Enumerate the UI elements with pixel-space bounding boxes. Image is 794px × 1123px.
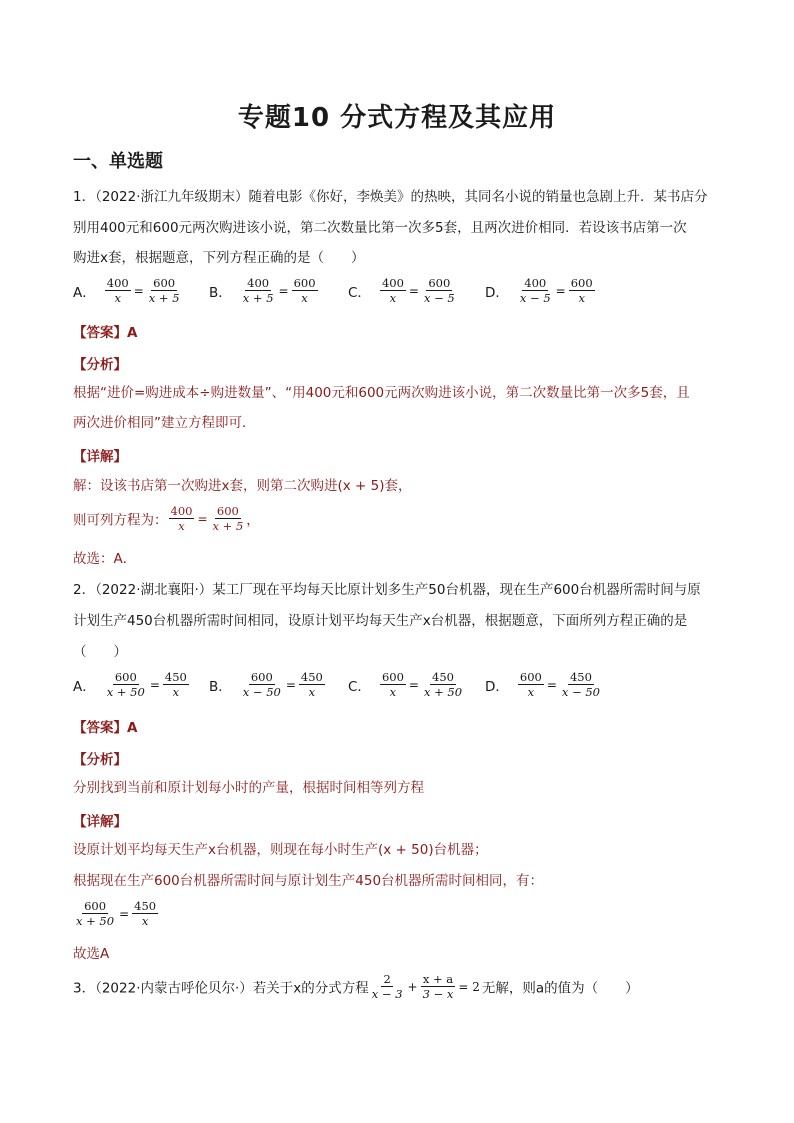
fraction: $\frac{400}{x + 5}$ [242,276,274,305]
q2-stem-line-2: 计划生产450台机器所需时间相同，设原计划平均每天生产x台机器，根据题意，下面所列方程正确的是 [73,613,688,629]
section-heading: 一、单选题 [73,151,163,172]
fraction: $\frac{600}{x}$ [381,670,404,699]
fraction: $\frac{600}{x - 5}$ [423,276,455,305]
q1-analysis-line-2: 两次进价相同”建立方程即可． [73,415,256,431]
q2-stem-line-3: （ ） [73,644,127,660]
fraction: $\frac{600}{x}$ [519,670,542,699]
q1-choice: 故选：A． [73,551,137,567]
fraction: $\frac{600}{x}$ [570,276,593,305]
fraction: $\frac{x + a}{3 - x}$ [422,972,454,1001]
q2-analysis-line-1: 分别找到当前和原计划每小时的产量，根据时间相等列方程 [73,780,424,796]
q2-detail-equation: $\frac{600}{x + 50}$ = $\frac{450}{x}$ [76,899,157,928]
q2-option-d: D． $\frac{600}{x}$ = $\frac{450}{x - 50}$ [485,670,600,699]
q2-detail-line-2: 根据现在生产600台机器所需时间与原计划生产450台机器所需时间相同，有： [73,873,544,889]
q1-option-a: A． $\frac{400}{x}$ = $\frac{600}{x + 5}$ [73,276,180,305]
fraction: $\frac{600}{x + 50}$ [106,670,145,699]
q1-analysis-tag: 【分析】 [73,357,127,373]
q1-option-d: D． $\frac{400}{x - 5}$ = $\frac{600}{x}$ [485,276,593,305]
q1-answer: 【答案】A [73,325,138,341]
q1-detail-line-1: 解：设该书店第一次购进x套，则第二次购进(x + 5)套， [73,478,412,494]
fraction: $\frac{400}{x}$ [381,276,404,305]
fraction: $\frac{600}{x - 50}$ [242,670,281,699]
fraction: $\frac{400}{x}$ [170,504,193,533]
q1-option-c: C． $\frac{400}{x}$ = $\frac{600}{x - 5}$ [348,276,455,305]
fraction: $\frac{600}{x}$ [293,276,316,305]
q2-stem-line-1: 2．（2022·湖北襄阳·）某工厂现在平均每天比原计划多生产50台机器，现在生产600台机器所需时间与原 [73,582,701,598]
q3-stem: 3．（2022·内蒙古呼伦贝尔·）若关于x的分式方程 $\frac{2}{x - 3}$ + $\frac{x + a}{3 - x}$ = 2 无解，则a的值为（ ） [73,972,639,1001]
q2-analysis-tag: 【分析】 [73,752,127,768]
q1-stem-line-2: 别用400元和600元两次购进该小说，第二次数量比第一次多5套，且两次进价相同．若设该书店第一次 [73,220,687,236]
q1-analysis-line-1: 根据“进价=购进成本÷购进数量”、“用400元和600元两次购进该小说，第二次数量比第一次多5套，且 [73,385,690,401]
q1-stem-line-1: 1．（2022·浙江九年级期末）随着电影《你好，李焕美》的热映，其同名小说的销量也急剧上升．某书店分 [73,189,708,205]
page-title: 专题10 分式方程及其应用 [237,103,557,133]
q2-detail-tag: 【详解】 [73,814,127,830]
q2-detail-line-1: 设原计划平均每天生产x台机器，则现在每小时生产(x + 50)台机器； [73,842,488,858]
q2-option-c: C． $\frac{600}{x}$ = $\frac{450}{x + 50}$ [348,670,463,699]
fraction: $\frac{600}{x + 50}$ [76,899,115,928]
fraction: $\frac{600}{x + 5}$ [148,276,180,305]
fraction: $\frac{450}{x}$ [134,899,157,928]
fraction: $\frac{450}{x - 50}$ [561,670,600,699]
q2-option-a: A． $\frac{600}{x + 50}$ = $\frac{450}{x}$ [73,670,187,699]
q1-detail-tag: 【详解】 [73,449,127,465]
fraction: $\frac{2}{x - 3}$ [371,972,403,1001]
fraction: $\frac{450}{x + 50}$ [423,670,463,699]
fraction: $\frac{450}{x}$ [300,670,323,699]
fraction: $\frac{450}{x}$ [164,670,187,699]
q1-stem-line-3: 购进x套，根据题意，下列方程正确的是（ ） [73,250,365,266]
q2-option-b: B． $\frac{600}{x - 50}$ = $\frac{450}{x}$ [209,670,323,699]
fraction: $\frac{600}{x + 5}$ [212,504,244,533]
fraction: $\frac{400}{x}$ [106,276,129,305]
q2-answer: 【答案】A [73,720,138,736]
fraction: $\frac{400}{x - 5}$ [519,276,551,305]
q1-detail-equation: 则可列方程为： $\frac{400}{x}$ = $\frac{600}{x + 5}$ ， [73,504,260,533]
q2-choice: 故选A [73,946,110,962]
q1-option-b: B． $\frac{400}{x + 5}$ = $\frac{600}{x}$ [209,276,316,305]
